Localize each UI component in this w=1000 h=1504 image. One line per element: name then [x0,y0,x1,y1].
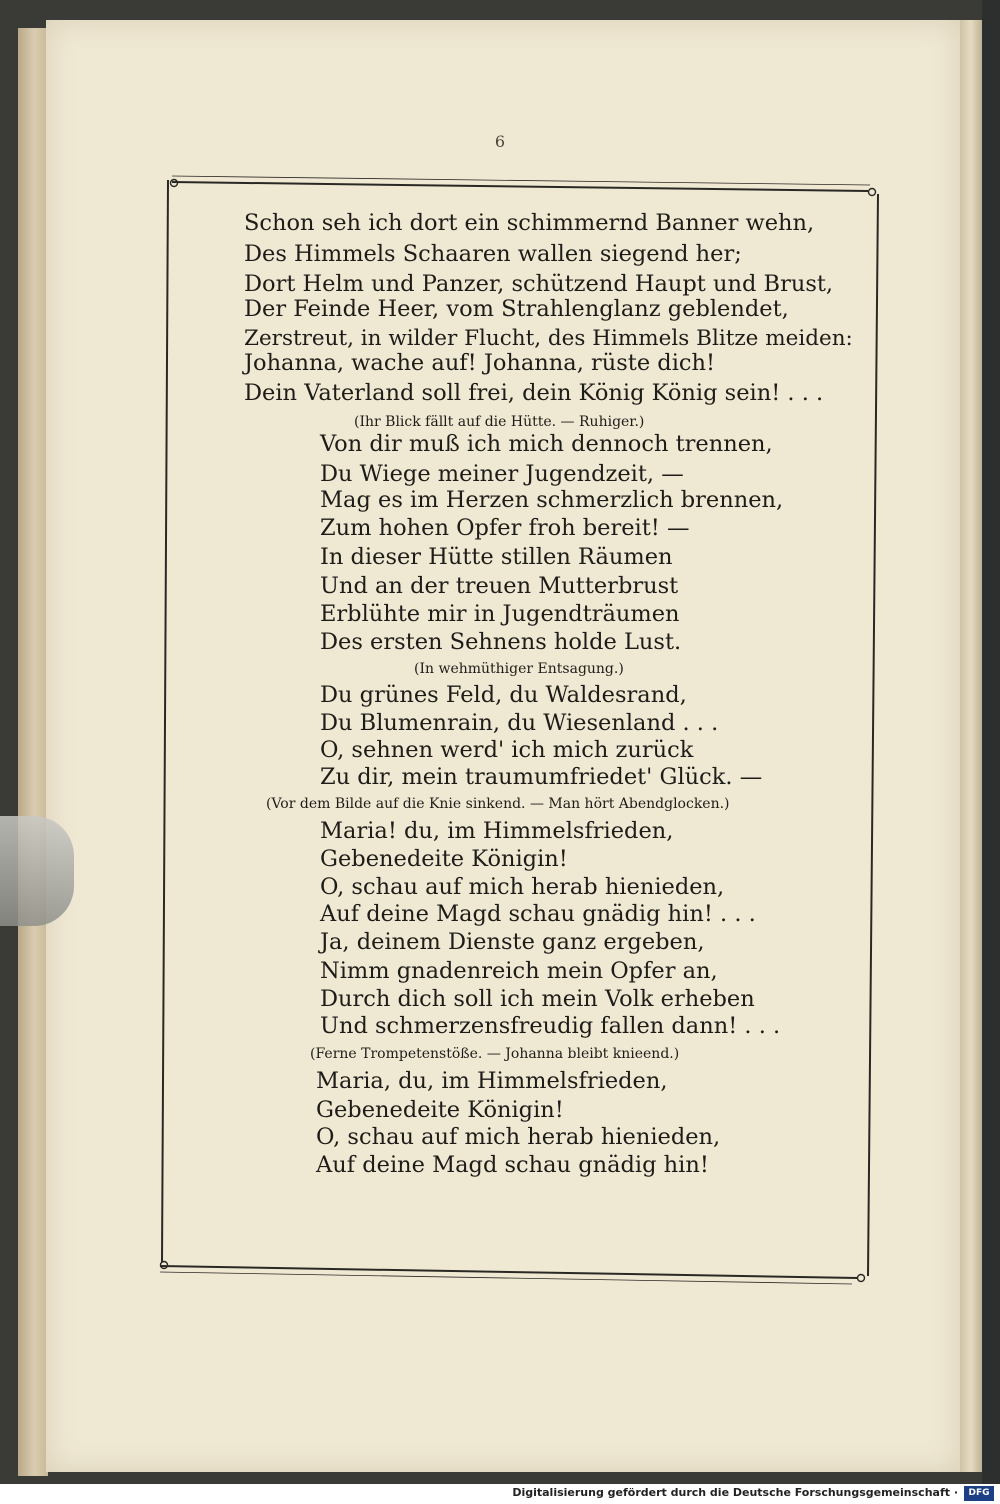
poem-line: O, schau auf mich herab hienieden, [320,874,725,900]
poem-line: Nimm gnadenreich mein Opfer an, [320,958,718,984]
poem-line: Auf deine Magd schau gnädig hin! [316,1152,709,1178]
poem-line: O, sehnen werd' ich mich zurück [320,737,694,763]
dfg-logo: DFG [964,1486,994,1501]
poem-line: Maria! du, im Himmelsfrieden, [320,818,674,844]
poem-line: Gebenedeite Königin! [316,1097,564,1123]
poem-line: Du grünes Feld, du Waldesrand, [320,682,687,708]
poem-line: Erblühte mir in Jugendträumen [320,601,680,627]
stage-direction: (Ihr Blick fällt auf die Hütte. — Ruhiger.) [354,414,645,430]
poem-line: Und schmerzensfreudig fallen dann! . . . [320,1013,781,1039]
footer-credit: Digitalisierung gefördert durch die Deutsche Forschungsgemeinschaft · [512,1486,958,1499]
poem-line: Johanna, wache auf! Johanna, rüste dich! [244,350,716,376]
poem-line: Zu dir, mein traumumfriedet' Glück. — [320,764,763,790]
poem-line: Schon seh ich dort ein schimmernd Banner wehn, [244,210,815,236]
poem-line: Zum hohen Opfer froh bereit! — [320,515,690,541]
poem-line: Ja, deinem Dienste ganz ergeben, [320,929,705,955]
stage-direction: (In wehmüthiger Entsagung.) [414,661,624,677]
poem-line: Maria, du, im Himmelsfrieden, [316,1068,668,1094]
poem-line: Du Wiege meiner Jugendzeit, — [320,461,684,487]
poem-line: Dein Vaterland soll frei, dein König König sein! . . . [244,380,824,406]
poem-line: O, schau auf mich herab hienieden, [316,1124,721,1150]
page-number: 6 [494,132,506,151]
poem-line: Dort Helm und Panzer, schützend Haupt und Brust, [244,271,834,297]
poem-line: Von dir muß ich mich dennoch trennen, [320,431,773,457]
poem-line: Auf deine Magd schau gnädig hin! . . . [320,901,756,927]
poem-line: Zerstreut, in wilder Flucht, des Himmels Blitze meiden: [244,326,853,351]
stage-direction: (Ferne Trompetenstöße. — Johanna bleibt knieend.) [310,1046,680,1062]
poem-line: Gebenedeite Königin! [320,846,568,872]
poem-line: Du Blumenrain, du Wiesenland . . . [320,710,719,736]
poem-line: Des ersten Sehnens holde Lust. [320,629,682,655]
footer-bar [0,1484,1000,1504]
poem-line: Mag es im Herzen schmerzlich brennen, [320,487,784,513]
poem-line: Durch dich soll ich mein Volk erheben [320,986,755,1012]
poem-line: Des Himmels Schaaren wallen siegend her; [244,241,742,267]
poem-line: Der Feinde Heer, vom Strahlenglanz geblendet, [244,296,789,322]
poem-line: Und an der treuen Mutterbrust [320,573,679,599]
poem-line: In dieser Hütte stillen Räumen [320,544,673,570]
stage-direction: (Vor dem Bilde auf die Knie sinkend. — Man hört Abendglocken.) [266,796,730,812]
